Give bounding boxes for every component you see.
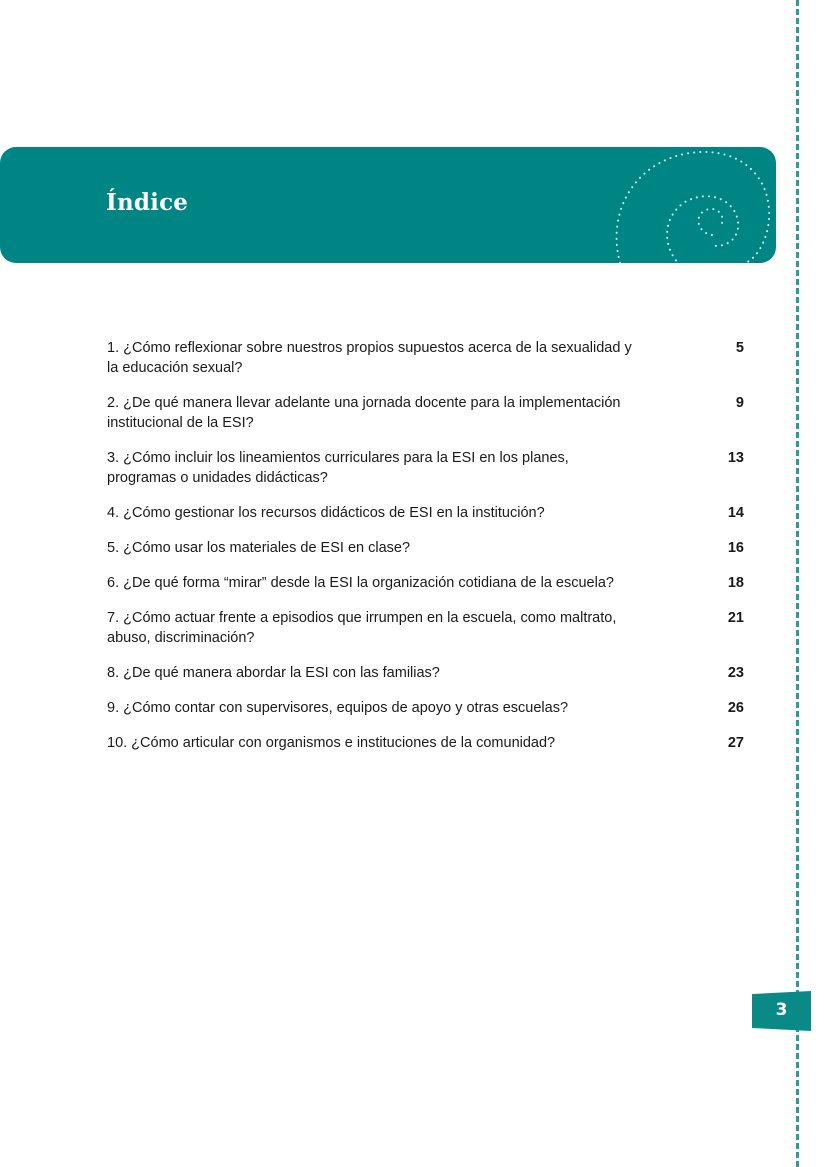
toc-entry-9[interactable] xyxy=(107,698,747,718)
page-number: 3 xyxy=(775,1000,788,1020)
table-of-contents xyxy=(107,338,747,768)
toc-entry-label: 4. ¿Cómo gestionar los recursos didácticos de ESI en la institución? xyxy=(107,505,545,521)
toc-entry-page: 27 xyxy=(727,735,744,751)
toc-entry-3[interactable] xyxy=(107,448,747,488)
index-header-banner xyxy=(0,147,776,263)
toc-entry-page: 13 xyxy=(727,450,744,466)
toc-entry-label: 3. ¿Cómo incluir los lineamientos curriculares para la ESI en los planes, programas o unidades didácticas? xyxy=(107,450,569,486)
toc-entry-label: 6. ¿De qué forma “mirar” desde la ESI la organización cotidiana de la escuela? xyxy=(107,575,614,591)
toc-entry-label: 1. ¿Cómo reflexionar sobre nuestros propios supuestos acerca de la sexualidad y la educación sexual? xyxy=(107,340,632,376)
toc-entry-label: 5. ¿Cómo usar los materiales de ESI en clase? xyxy=(107,540,411,556)
spiral-decoration-icon xyxy=(600,147,776,263)
page-title: Índice xyxy=(106,189,189,216)
toc-entry-4[interactable] xyxy=(107,503,747,523)
page-number-tab xyxy=(752,991,811,1031)
toc-entry-label: 8. ¿De qué manera abordar la ESI con las familias? xyxy=(107,665,440,681)
toc-entry-10[interactable] xyxy=(107,733,747,753)
toc-entry-2[interactable] xyxy=(107,393,747,433)
toc-entry-page: 14 xyxy=(727,505,744,521)
toc-entry-5[interactable] xyxy=(107,538,747,558)
toc-entry-page: 21 xyxy=(727,610,744,626)
toc-entry-label: 7. ¿Cómo actuar frente a episodios que irrumpen en la escuela, como maltrato, abuso, discriminación? xyxy=(107,610,617,646)
toc-entry-label: 2. ¿De qué manera llevar adelante una jornada docente para la implementación institucional de la ESI? xyxy=(107,395,621,431)
toc-entry-label: 10. ¿Cómo articular con organismos e instituciones de la comunidad? xyxy=(107,735,556,751)
toc-entry-page: 18 xyxy=(727,575,744,591)
toc-entry-page: 23 xyxy=(727,665,744,681)
toc-entry-page: 5 xyxy=(735,340,744,356)
toc-entry-page: 26 xyxy=(727,700,744,716)
toc-entry-6[interactable] xyxy=(107,573,747,593)
toc-entry-page: 9 xyxy=(735,395,744,411)
toc-entry-1[interactable] xyxy=(107,338,747,378)
toc-entry-page: 16 xyxy=(727,540,744,556)
toc-entry-8[interactable] xyxy=(107,663,747,683)
toc-entry-7[interactable] xyxy=(107,608,747,648)
toc-entry-label: 9. ¿Cómo contar con supervisores, equipos de apoyo y otras escuelas? xyxy=(107,700,569,716)
